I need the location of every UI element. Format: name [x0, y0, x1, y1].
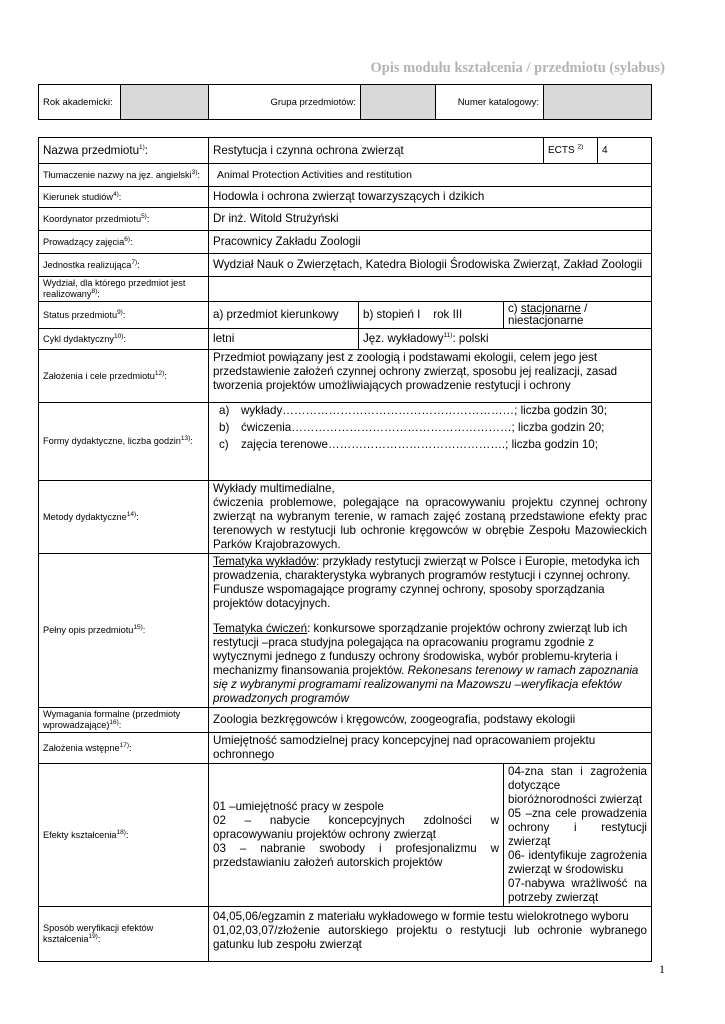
status-a: a) przedmiot kierunkowy	[209, 302, 359, 329]
name-value: Restytucja i czynna ochrona zwierząt	[209, 138, 544, 164]
methods-value: Wykłady multimedialne, ćwiczenia problemowe, polegające na opracowywaniu projektu czynnej ochrony zwierząt na wybranym terenie, w ramach zajęć zostaną przedstawione efekty prac terenowych w restytucji lub ochronie kręgowców w obrębie Zespołu Mazowieckich Parków Krajobrazowych.	[209, 481, 652, 554]
language-value: Jęz. wykładowy$^{11)}$: polski	[359, 329, 652, 350]
teachers-value: Pracownicy Zakładu Zoologii	[209, 231, 652, 254]
english-name-label: Tłumaczenie nazwy na jęz. angielski$^{3)}$:	[39, 164, 209, 187]
syllabus-table	[38, 137, 652, 962]
subject-group-field[interactable]	[361, 85, 436, 120]
catalog-number-field[interactable]	[544, 85, 652, 120]
coordinator-label: Koordynator przedmiotu$^{5)}$:	[39, 208, 209, 231]
name-label: Nazwa przedmiotu$^{1)}$:	[39, 138, 209, 164]
direction-label: Kierunek studiów$^{4)}$:	[39, 187, 209, 208]
catalog-number-label: Numer katalogowy:	[436, 85, 544, 120]
prerequisites-label: Założenia wstępne$^{17)}$:	[39, 733, 209, 764]
methods-label: Metody dydaktyczne$^{14)}$:	[39, 481, 209, 554]
status-label: Status przedmiotu$^{9)}$:	[39, 302, 209, 329]
cycle-label: Cykl dydaktyczny$^{10)}$:	[39, 329, 209, 350]
status-c: c) stacjonarne / niestacjonarne	[504, 302, 652, 329]
description-value: Tematyka wykładów: przykłady restytucji zwierząt w Polsce i Europie, metodyka ich prowadzenia, charakterystyka wybranych programów restytucji i czynnej ochrony. Fundusze wspomagające programy czynnej ochrony, sposoby sporządzania projektów dotacyjnych. Tematyka ćwiczeń: konkursowe sporządzanie projektów ochrony zwierząt lub ich restytucji –praca studyjna polegająca na opracowaniu programu zgodnie z wytycznymi jednego z funduszy ochrony środowiska, wybór problemu-kryteria i mechanizmy finansowania projektów. Rekonesans terenowy w ramach zapoznania się z wybranymi programami realizowanymi na Mazowszu –weryfikacja efektów prowadzonych programów	[209, 554, 652, 708]
academic-year-label: Rok akademicki:	[39, 85, 121, 120]
verification-value: 04,05,06/egzamin z materiału wykładowego w formie testu wielokrotnego wyboru 01,02,03,07/złożenie autorskiego projektu o restytucji lub ochronie wybranego gatunku lub zespołu zwierząt	[209, 907, 652, 962]
form-item-lectures: a) wykłady ……………………………………………………; liczba godzin 30;	[219, 404, 607, 417]
verification-label: Sposób weryfikacji efektów kształcenia$^{19)}$:	[39, 907, 209, 962]
faculty-value	[209, 277, 652, 302]
ects-label: ECTS $^{2)}$	[544, 138, 598, 164]
teachers-label: Prowadzący zajęcia$^{6)}$:	[39, 231, 209, 254]
forms-list	[209, 403, 652, 481]
ects-value: 4	[598, 138, 652, 164]
cycle-value: letni	[209, 329, 359, 350]
unit-label: Jednostka realizująca$^{7)}$:	[39, 254, 209, 277]
page-number: 1	[659, 962, 665, 976]
prerequisites-value: Umiejętność samodzielnej pracy koncepcyjnej nad opracowaniem projektu ochronnego	[209, 733, 652, 764]
direction-value: Hodowla i ochrona zwierząt towarzyszących i dzikich	[209, 187, 652, 208]
goals-value: Przedmiot powiązany jest z zoologią i podstawami ekologii, celem jego jest przedstawienie założeń czynnej ochrony zwierząt, sposobu jej realizacji, zasad tworzenia projektów umożliwiających prowadzenie restytucji i ochrony	[209, 350, 652, 403]
requirements-value: Zoologia bezkręgowców i kręgowców, zoogeografia, podstawy ekologii	[209, 708, 652, 733]
subject-group-label: Grupa przedmiotów:	[209, 85, 361, 120]
description-label: Pełny opis przedmiotu$^{15)}$:	[39, 554, 209, 708]
outcomes-label: Efekty kształcenia$^{18)}$:	[39, 764, 209, 907]
form-item-field: c) zajęcia terenowe ……………………………………….; liczba godzin 10;	[219, 438, 598, 451]
top-info-table	[38, 84, 652, 120]
forms-label: Formy dydaktyczne, liczba godzin$^{13)}$:	[39, 403, 209, 481]
document-title: Opis modułu kształcenia / przedmiotu (sylabus)	[370, 60, 665, 76]
outcomes-left: 01 –umiejętność pracy w zespole 02 – nabycie koncepcyjnych zdolności w opracowywaniu projektów ochrony zwierząt 03 – nabranie swobody i profesjonalizmu w przedstawianiu założeń autorskich projektów	[209, 764, 504, 907]
goals-label: Założenia i cele przedmiotu$^{12)}$:	[39, 350, 209, 403]
requirements-label: Wymagania formalne (przedmioty wprowadzające)$^{16)}$:	[39, 708, 209, 733]
academic-year-field[interactable]	[121, 85, 209, 120]
status-b: b) stopień I rok III	[359, 302, 504, 329]
outcomes-right: 04-zna stan i zagrożenia dotyczące bioróżnorodności zwierząt 05 –zna cele prowadzenia ochrony i restytucji zwierząt 06- identyfikuje zagrożenia zwierząt w środowisku 07-nabywa wrażliwość na potrzeby zwierząt	[504, 764, 652, 907]
form-item-exercises: b) ćwiczenia …………………………………………………; liczba godzin 20;	[219, 421, 605, 434]
unit-value: Wydział Nauk o Zwierzętach, Katedra Biologii Środowiska Zwierząt, Zakład Zoologii	[209, 254, 652, 277]
coordinator-value: Dr inż. Witold Strużyński	[209, 208, 652, 231]
english-name-value: Animal Protection Activities and restitution	[209, 164, 652, 187]
faculty-label: Wydział, dla którego przedmiot jest realizowany$^{8)}$:	[39, 277, 209, 302]
